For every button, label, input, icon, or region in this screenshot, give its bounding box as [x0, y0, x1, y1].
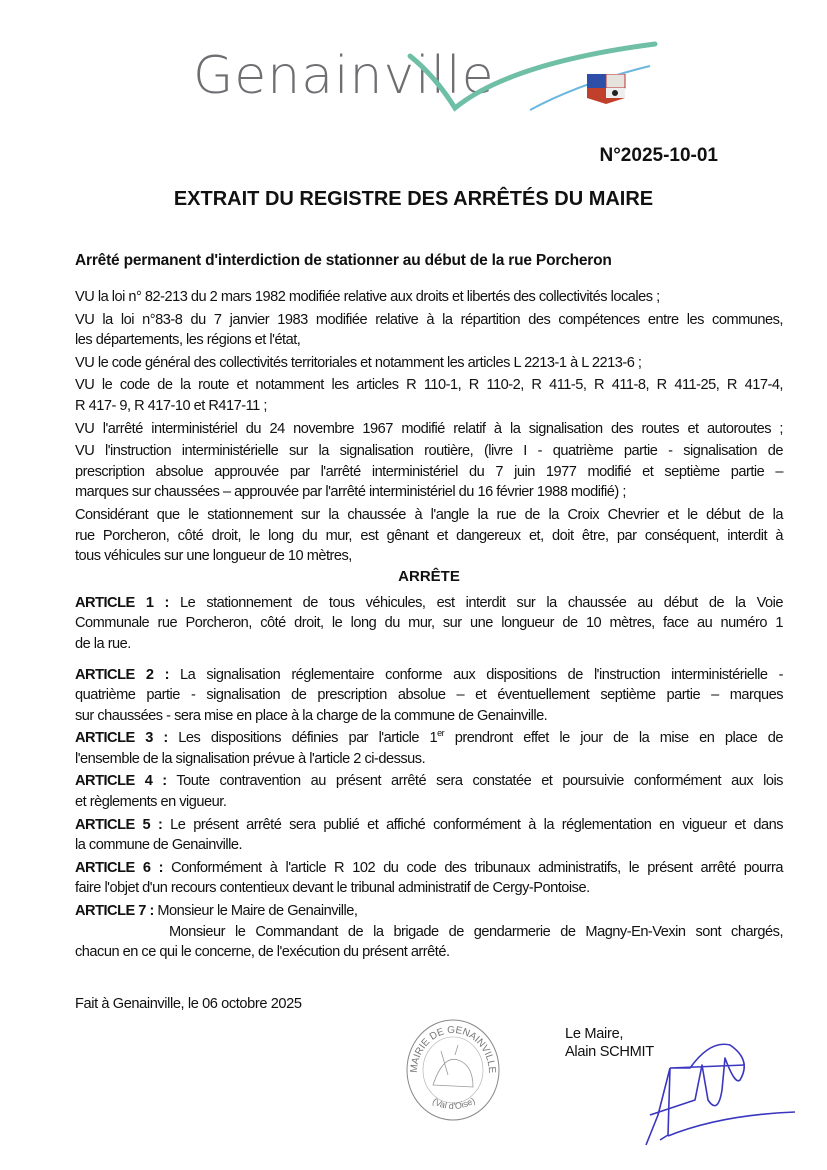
text-line: faire l'objet d'un recours contentieux devant le tribunal administratif de Cergy-Pontoise. [75, 880, 590, 897]
text-line: Toute contravention au présent arrêté sera constatée et poursuivie conformément aux lois [166, 773, 783, 790]
text-line: Le stationnement de tous véhicules, est interdit sur la chaussée au début de la Voie [168, 594, 784, 611]
article-label: ARTICLE 7 : [75, 903, 154, 920]
article-1 [75, 593, 783, 655]
visa-paragraph [75, 375, 783, 416]
decree-subtitle: Arrêté permanent d'interdiction de stationner au début de la rue Porcheron [75, 252, 612, 269]
text-line: Considérant que le stationnement sur la chaussée à l'angle la rue de la Croix Chevrier et le début de la [75, 506, 783, 523]
document-title: EXTRAIT DU REGISTRE DES ARRÊTÉS DU MAIRE [173, 188, 654, 210]
svg-text:(Val d'Oise): (Val d'Oise) [430, 1095, 477, 1112]
text-line: marques sur chaussées – approuvée par l'arrêté interministériel du 16 février 1988 modifié) ; [75, 484, 626, 501]
signatory-title: Le Maire, [565, 1026, 624, 1042]
text-line: La signalisation réglementaire conforme aux dispositions de l'instruction interministérielle - [168, 666, 783, 683]
article-label: ARTICLE 4 : [75, 773, 167, 790]
coat-of-arms-icon [587, 74, 627, 104]
handwritten-signature-icon [640, 1040, 800, 1150]
text-line: Les dispositions définies par l'article 1 [167, 730, 438, 747]
text-line: R 417- 9, R 417-10 et R417-11 ; [75, 397, 267, 414]
text-line: VU le code de la route et notamment les articles R 110-1, R 110-2, R 411-5, R 411-8, R 411-25, R 417-4, [75, 377, 783, 394]
text-line: Communale rue Porcheron, côté droit, le long du mur, sur une longueur de 10 mètres, face au numéro 1 [75, 615, 783, 632]
text-line: prescription absolue approuvée par l'arrêté interministériel du 7 juin 1977 modifié et septième partie – [75, 463, 783, 480]
visa-paragraph [75, 419, 783, 440]
text-line: VU l'arrêté interministériel du 24 novembre 1967 modifié relatif à la signalisation des routes et autoroutes ; [75, 420, 783, 437]
visa-paragraph [75, 441, 783, 503]
mairie-seal-icon [403, 1015, 503, 1125]
article-label: ARTICLE 6 : [75, 859, 163, 876]
article-2 [75, 665, 783, 727]
date-place: Fait à Genainville, le 06 octobre 2025 [75, 996, 302, 1012]
visa-paragraph [75, 287, 783, 308]
text-line: VU la loi n°83-8 du 7 janvier 1983 modifiée relative à la répartition des compétences entre les communes, [75, 311, 783, 328]
article-5 [75, 815, 783, 856]
text-line: la commune de Genainville. [75, 837, 243, 854]
text-line: Monsieur le Maire de Genainville, [153, 903, 358, 920]
text-line: Monsieur le Commandant de la brigade de gendarmerie de Magny-En-Vexin sont chargés, [169, 923, 783, 940]
text-line: VU l'instruction interministérielle sur la signalisation routière, (livre I - quatrième partie - signalisation de [75, 443, 783, 460]
text-line: les départements, les régions et l'état, [75, 332, 301, 349]
text-line: Conformément à l'article R 102 du code des tribunaux administratifs, le présent arrêté pourra [162, 859, 783, 876]
logo-wordmark: Genainville [193, 46, 495, 106]
svg-text:MAIRIE DE GENAINVILLE: MAIRIE DE GENAINVILLE [408, 1024, 498, 1074]
text-line: VU la loi n° 82-213 du 2 mars 1982 modifiée relative aux droits et libertés des collectivités locales ; [75, 289, 660, 305]
article-label: ARTICLE 5 : [75, 816, 163, 833]
article-4 [75, 771, 783, 812]
text-line: VU le code général des collectivités territoriales et notamment les articles L 2213-1 à L 2213-6 ; [75, 354, 642, 371]
text-line: Le présent arrêté sera publié et affiché conformément à la réglementation en vigueur et dans [162, 816, 783, 833]
article-3 [75, 728, 783, 769]
arrete-heading: ARRÊTE [398, 567, 460, 585]
visa-paragraph [75, 310, 783, 351]
article-label: ARTICLE 2 : [75, 666, 169, 683]
text-line: tous véhicules sur une longueur de 10 mètres, [75, 548, 352, 565]
visa-paragraph [75, 353, 783, 374]
article-label: ARTICLE 3 : [75, 730, 168, 747]
text-line: sur chaussées - sera mise en place à la charge de la commune de Genainville. [75, 707, 548, 724]
text-line: l'ensemble de la signalisation prévue à l'article 2 ci-dessus. [75, 750, 426, 767]
decree-number: N°2025-10-01 [599, 145, 718, 166]
document-body [75, 287, 783, 965]
article-7 [75, 901, 783, 963]
text-line: rue Porcheron, côté droit, le long du mur, est gênant et dangereux et, doit être, par conséquent, interdit à [75, 527, 783, 544]
article-label: ARTICLE 1 : [75, 594, 169, 611]
text-line: de la rue. [75, 635, 131, 652]
superscript: er [437, 728, 445, 739]
signatory-name: Alain SCHMIT [565, 1044, 654, 1060]
considering-paragraph [75, 505, 783, 567]
article-6 [75, 858, 783, 899]
text-line: chacun en ce qui le concerne, de l'exécution du présent arrêté. [75, 944, 450, 961]
text-line: prendront effet le jour de la mise en place de [444, 730, 783, 747]
text-line: quatrième partie - signalisation de prescription absolue – et éventuellement septième partie – marques [75, 687, 783, 704]
text-line: et règlements en vigueur. [75, 794, 227, 811]
